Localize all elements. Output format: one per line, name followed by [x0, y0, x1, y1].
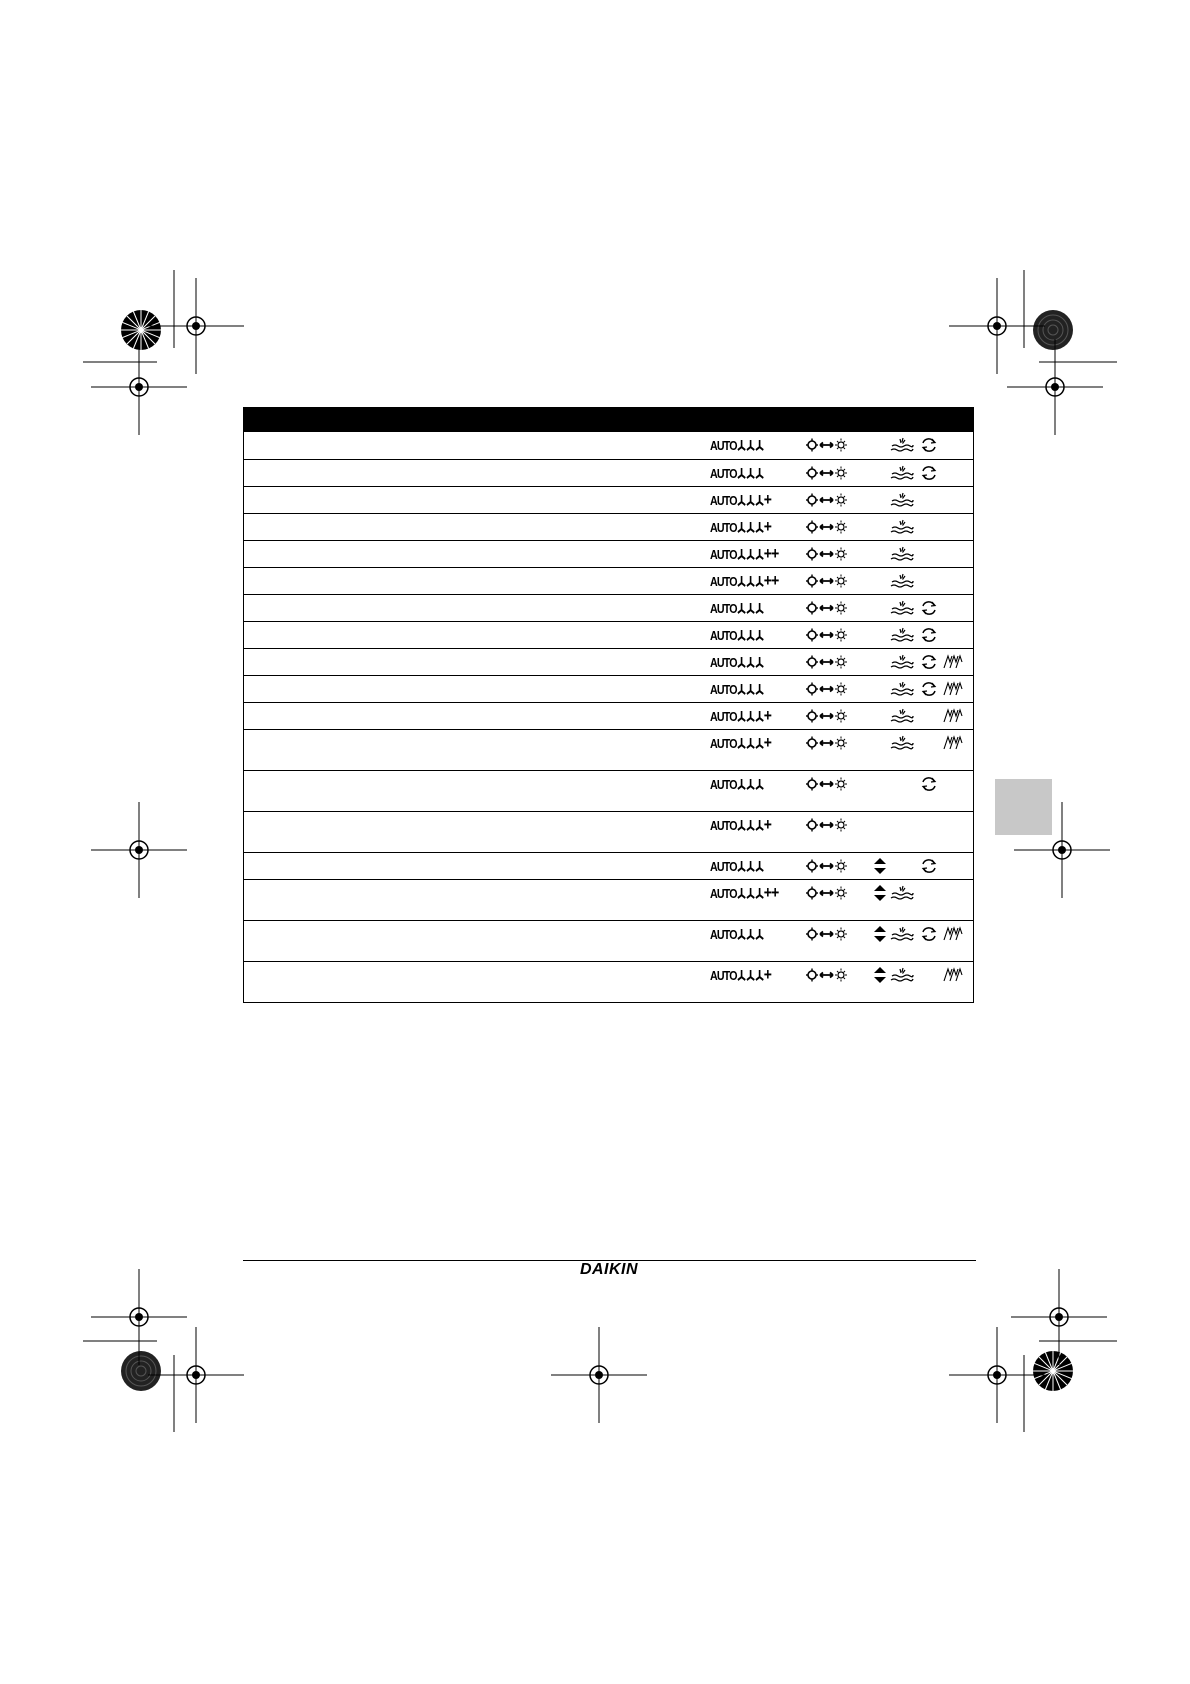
fan-icon [755, 819, 764, 832]
ventilation-icon [920, 599, 938, 617]
cool-heat-icon [806, 572, 848, 590]
crosshair-icon [148, 1327, 244, 1423]
fan-speed-cell [710, 925, 764, 943]
fan-icon [737, 656, 746, 669]
crosshair-icon [949, 1327, 1045, 1423]
fan-speed-cell [710, 599, 764, 617]
fan-icon [755, 710, 764, 723]
fan-auto-label: AUTO [710, 465, 737, 481]
fan-icon [737, 575, 746, 588]
cool-heat-icon [806, 599, 848, 617]
fan-icon [755, 683, 764, 696]
fan-speed-cell [710, 626, 764, 644]
cool-heat-icon [806, 653, 848, 671]
crosshair-icon [91, 339, 187, 435]
dry-icon [890, 491, 914, 509]
cool-heat-icon [806, 775, 848, 793]
table-row [244, 675, 973, 702]
fan-icon [737, 710, 746, 723]
fan-speed-cell [710, 545, 778, 563]
fan-speed-cell [710, 707, 771, 725]
fan-icon [755, 928, 764, 941]
fan-icon [737, 860, 746, 873]
dry-icon [890, 545, 914, 563]
fan-speed-cell [710, 436, 764, 454]
cool-heat-icon [806, 925, 848, 943]
table-row [244, 432, 973, 459]
fan-speed-cell [710, 816, 771, 834]
table-row [244, 540, 973, 567]
fan-auto-label: AUTO [710, 437, 737, 453]
fan-speed-cell [710, 653, 764, 671]
ventilation-icon [920, 775, 938, 793]
crosshair-icon [91, 802, 187, 898]
cool-heat-icon [806, 734, 848, 752]
ventilation-icon [920, 464, 938, 482]
fan-auto-label: AUTO [710, 627, 737, 643]
cool-heat-icon [806, 626, 848, 644]
fan-speed-cell [710, 680, 764, 698]
dry-icon [890, 572, 914, 590]
crosshair-icon [148, 278, 244, 374]
table-row [244, 486, 973, 513]
fan-icon [737, 887, 746, 900]
fan-icon [755, 494, 764, 507]
fan-icon [737, 602, 746, 615]
fan-icon [755, 629, 764, 642]
fan-icon [746, 602, 755, 615]
fan-auto-label: AUTO [710, 817, 737, 833]
fan-auto-label: AUTO [710, 681, 737, 697]
fan-auto-label: AUTO [710, 492, 737, 508]
section-tab[interactable] [995, 779, 1052, 835]
fan-icon [737, 969, 746, 982]
fan-plus-label: + [763, 517, 772, 536]
table-row [244, 811, 973, 852]
fan-auto-label: AUTO [710, 600, 737, 616]
daikin-logo: DAIKIN [579, 1261, 639, 1278]
fan-plus-label: + [763, 706, 772, 725]
table-row [244, 648, 973, 675]
dry-icon [890, 734, 914, 752]
table-row [244, 594, 973, 621]
star-wheel-icon [121, 310, 161, 350]
table-row [244, 621, 973, 648]
fan-speed-cell [710, 857, 764, 875]
dry-icon [890, 680, 914, 698]
cool-heat-icon [806, 857, 848, 875]
table-row [244, 770, 973, 811]
fan-auto-label: AUTO [710, 654, 737, 670]
fan-icon [755, 887, 764, 900]
fan-speed-cell [710, 572, 778, 590]
fan-speed-cell [710, 464, 764, 482]
fan-plus-label: ++ [763, 571, 779, 590]
fan-icon [737, 439, 746, 452]
dry-icon [890, 966, 914, 984]
heater-icon [942, 925, 964, 943]
heater-icon [942, 966, 964, 984]
fan-icon [746, 575, 755, 588]
fan-icon [746, 467, 755, 480]
fan-icon [737, 778, 746, 791]
fan-plus-label: ++ [763, 883, 779, 902]
fan-auto-label: AUTO [710, 926, 737, 942]
fan-auto-label: AUTO [710, 858, 737, 874]
cool-heat-icon [806, 436, 848, 454]
features-table [243, 407, 974, 1003]
fan-plus-label: ++ [763, 544, 779, 563]
cool-heat-icon [806, 816, 848, 834]
fan-icon [737, 467, 746, 480]
cool-heat-icon [806, 545, 848, 563]
fan-icon [737, 737, 746, 750]
swing-icon [873, 857, 887, 875]
dry-icon [890, 436, 914, 454]
fan-speed-cell [710, 734, 771, 752]
fan-icon [737, 629, 746, 642]
fan-icon [755, 737, 764, 750]
swing-icon [873, 884, 887, 902]
crosshair-icon [551, 1327, 647, 1423]
ventilation-icon [920, 680, 938, 698]
fan-icon [746, 928, 755, 941]
fan-icon [737, 683, 746, 696]
fan-icon [755, 575, 764, 588]
table-row [244, 513, 973, 540]
fan-icon [755, 439, 764, 452]
fan-auto-label: AUTO [710, 776, 737, 792]
table-row [244, 879, 973, 920]
fan-icon [746, 778, 755, 791]
ventilation-icon [920, 626, 938, 644]
cool-heat-icon [806, 518, 848, 536]
cool-heat-icon [806, 884, 848, 902]
fan-speed-cell [710, 518, 771, 536]
fan-icon [755, 548, 764, 561]
fan-icon [755, 521, 764, 534]
fan-speed-cell [710, 966, 771, 984]
fan-auto-label: AUTO [710, 573, 737, 589]
fan-icon [746, 548, 755, 561]
heater-icon [942, 680, 964, 698]
gray-wheel-icon [121, 1351, 161, 1391]
star-wheel-icon [1033, 1351, 1073, 1391]
table-row [244, 920, 973, 961]
fan-icon [737, 548, 746, 561]
fan-auto-label: AUTO [710, 546, 737, 562]
crosshair-icon [1007, 339, 1103, 435]
dry-icon [890, 884, 914, 902]
fan-icon [755, 467, 764, 480]
fan-icon [737, 494, 746, 507]
fan-speed-cell [710, 491, 771, 509]
table-row [244, 729, 973, 770]
table-row [244, 702, 973, 729]
fan-icon [746, 439, 755, 452]
fan-auto-label: AUTO [710, 967, 737, 983]
table-body [244, 432, 973, 1002]
cool-heat-icon [806, 707, 848, 725]
fan-icon [755, 969, 764, 982]
heater-icon [942, 707, 964, 725]
cool-heat-icon [806, 966, 848, 984]
fan-plus-label: + [763, 815, 772, 834]
dry-icon [890, 626, 914, 644]
dry-icon [890, 518, 914, 536]
fan-icon [746, 683, 755, 696]
crosshair-icon [1011, 1269, 1107, 1365]
fan-icon [737, 819, 746, 832]
fan-icon [746, 860, 755, 873]
fan-icon [746, 710, 755, 723]
swing-icon [873, 966, 887, 984]
ventilation-icon [920, 436, 938, 454]
fan-plus-label: + [763, 733, 772, 752]
fan-icon [746, 737, 755, 750]
fan-auto-label: AUTO [710, 708, 737, 724]
fan-icon [755, 860, 764, 873]
ventilation-icon [920, 857, 938, 875]
table-row [244, 459, 973, 486]
fan-plus-label: + [763, 965, 772, 984]
fan-icon [755, 778, 764, 791]
fan-icon [755, 656, 764, 669]
cool-heat-icon [806, 464, 848, 482]
dry-icon [890, 599, 914, 617]
gray-wheel-icon [1033, 310, 1073, 350]
swing-icon [873, 925, 887, 943]
fan-speed-cell [710, 884, 778, 902]
fan-icon [746, 629, 755, 642]
heater-icon [942, 734, 964, 752]
table-header [243, 407, 974, 432]
table-row [244, 567, 973, 594]
fan-icon [746, 887, 755, 900]
ventilation-icon [920, 653, 938, 671]
table-row [244, 852, 973, 879]
dry-icon [890, 707, 914, 725]
fan-speed-cell [710, 775, 764, 793]
cool-heat-icon [806, 491, 848, 509]
fan-icon [746, 521, 755, 534]
fan-icon [746, 656, 755, 669]
fan-icon [746, 819, 755, 832]
dry-icon [890, 464, 914, 482]
crosshair-icon [949, 278, 1045, 374]
fan-icon [737, 521, 746, 534]
table-row [244, 961, 973, 1002]
fan-icon [755, 602, 764, 615]
fan-plus-label: + [763, 490, 772, 509]
crosshair-icon [91, 1269, 187, 1365]
dry-icon [890, 653, 914, 671]
fan-icon [746, 969, 755, 982]
fan-auto-label: AUTO [710, 735, 737, 751]
fan-icon [737, 928, 746, 941]
fan-auto-label: AUTO [710, 885, 737, 901]
cool-heat-icon [806, 680, 848, 698]
fan-icon [746, 494, 755, 507]
heater-icon [942, 653, 964, 671]
ventilation-icon [920, 925, 938, 943]
dry-icon [890, 925, 914, 943]
fan-auto-label: AUTO [710, 519, 737, 535]
